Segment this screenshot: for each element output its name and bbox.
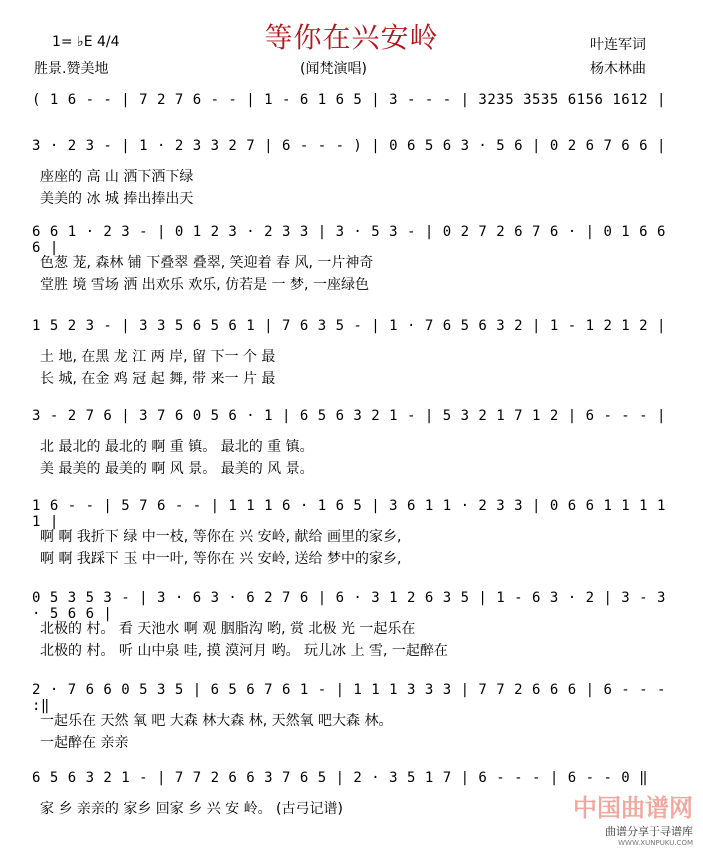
- watermark-logo: 中国曲谱网: [573, 794, 693, 822]
- notation-row: 6 5 6 3 2 1 - | 7 7 2 6 6 3 7 6 5 | 2 · 3 5 1 7 | 6 - - - | 6 - - 0 ‖: [32, 770, 649, 786]
- lyric-line: 北极的 村。 听 山中泉 哇, 摸 漠河月 哟。 玩儿冰 上 雪, 一起醉在: [40, 643, 448, 659]
- notation-row: 1 5 2 3 - | 3 3 5 6 5 6 1 | 7 6 3 5 - | 1 · 7 6 5 6 3 2 | 1 - 1 2 1 2 |: [32, 318, 666, 334]
- lyric-line: 啊 啊 我折下 绿 中一枝, 等你在 兴 安岭, 献给 画里的家乡,: [40, 529, 402, 545]
- lyric-line: 一起乐在 天然 氧 吧 大森 林大森 林, 天然氧 吧大森 林。: [40, 713, 393, 729]
- notation-row: 3 · 2 3 - | 1 · 2 3 3 2 7 | 6 - - - ) | 0 6 5 6 3 · 5 6 | 0 2 6 7 6 6 |: [32, 138, 666, 154]
- watermark-caption: 曲谱分享于寻谱库: [605, 825, 693, 838]
- lyric-line: 座座的 高 山 洒下洒下绿: [40, 169, 194, 185]
- lyric-line: 啊 啊 我踩下 玉 中一叶, 等你在 兴 安岭, 送给 梦中的家乡,: [40, 551, 402, 567]
- song-title: 等你在兴安岭: [264, 21, 439, 54]
- lyric-line: 堂胜 境 雪场 洒 出欢乐 欢乐, 仿若是 一 梦, 一座绿色: [40, 277, 369, 293]
- notation-row: 1 6 - - | 5 7 6 - - | 1 1 1 6 · 1 6 5 | 3 6 1 1 · 2 3 3 | 0 6 6 1 1 1 1 1 |: [32, 498, 666, 530]
- lyric-line: 北极的 村。 看 天池水 啊 观 胭脂沟 哟, 赏 北极 光 一起乐在: [40, 621, 416, 637]
- lyric-line: 美 最美的 最美的 啊 风 景。 最美的 风 景。: [40, 461, 314, 477]
- lyric-line: 一起醉在 亲亲: [40, 735, 129, 751]
- notation-row: 3 - 2 7 6 | 3 7 6 0 5 6 · 1 | 6 5 6 3 2 1 - | 5 3 2 1 7 1 2 | 6 - - - |: [32, 408, 666, 424]
- composer-label: 杨木林曲: [590, 61, 646, 77]
- notation-row: 6 6 1 · 2 3 - | 0 1 2 3 · 2 3 3 | 3 · 5 3 - | 0 2 7 2 6 7 6 · | 0 1 6 6 6 |: [32, 224, 666, 256]
- lyric-line: 色葱 茏, 森林 铺 下叠翠 叠翠, 笑迎着 春 风, 一片神奇: [40, 255, 374, 271]
- lyric-line: 长 城, 在金 鸡 冠 起 舞, 带 来一 片 最: [40, 371, 276, 387]
- watermark: [573, 788, 693, 847]
- singer-label: (闻梵演唱): [300, 61, 367, 77]
- key-signature: 1= ♭E 4/4: [52, 34, 120, 50]
- style-label: 胜景.赞美地: [34, 61, 109, 77]
- notation-row: ( 1 6 - - | 7 2 7 6 - - | 1 - 6 1 6 5 | 3 - - - | 3235 3535 6156 1612 |: [32, 92, 666, 108]
- notation-row: 0 5 3 5 3 - | 3 · 6 3 · 6 2 7 6 | 6 · 3 1 2 6 3 5 | 1 - 6 3 · 2 | 3 - 3 · 5 6 6 |: [32, 590, 666, 622]
- lyric-line: 北 最北的 最北的 啊 重 镇。 最北的 重 镇。: [40, 439, 314, 455]
- watermark-url: WWW.XUNPUKU.COM: [618, 839, 693, 847]
- lyric-line: 土 地, 在黑 龙 江 两 岸, 留 下一 个 最: [40, 349, 276, 365]
- lyric-line: 美美的 冰 城 捧出捧出天: [40, 191, 194, 207]
- lyric-line: 家 乡 亲亲的 家乡 回家 乡 兴 安 岭。 (古弓记谱): [40, 801, 343, 817]
- lyricist-label: 叶连军词: [590, 37, 646, 53]
- notation-row: 2 · 7 6 6 0 5 3 5 | 6 5 6 7 6 1 - | 1 1 1 3 3 3 | 7 7 2 6 6 6 | 6 - - - :‖: [32, 682, 666, 714]
